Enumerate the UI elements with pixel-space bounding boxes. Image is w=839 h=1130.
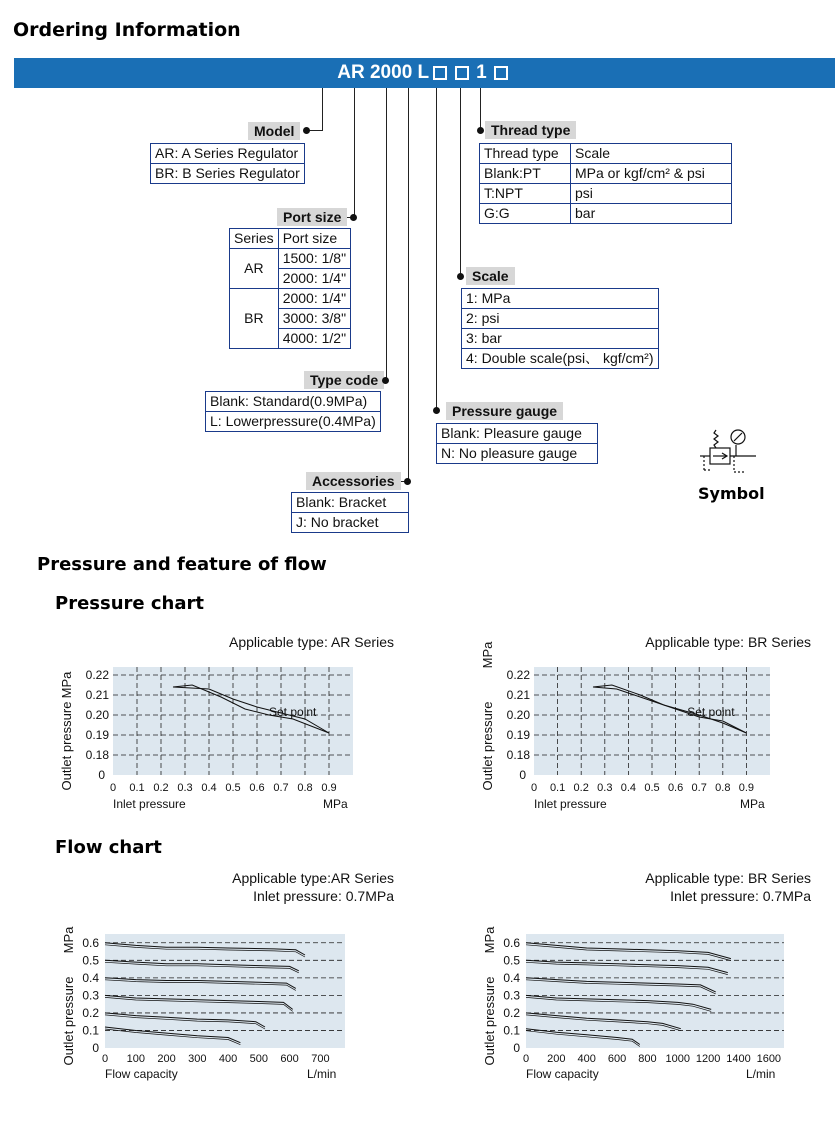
y-tick-label: 0 bbox=[92, 1041, 99, 1055]
x-tick-label: 400 bbox=[577, 1053, 596, 1065]
connector-dot bbox=[477, 127, 484, 134]
table-header: Series bbox=[230, 229, 279, 249]
table-cell: G:G bbox=[480, 204, 571, 224]
connector-line bbox=[408, 88, 409, 482]
table-cell: 3000: 3/8" bbox=[278, 309, 350, 329]
code-slot-box bbox=[455, 66, 469, 80]
code-slot-box bbox=[494, 66, 508, 80]
x-tick-label: 1000 bbox=[665, 1053, 691, 1065]
y-tick-label: 0.4 bbox=[503, 970, 520, 985]
table-cell: 4: Double scale(psi、 kgf/cm²) bbox=[462, 349, 659, 369]
chart-caption: Applicable type: BR Series bbox=[645, 634, 811, 650]
y-tick-label: 0.19 bbox=[506, 728, 530, 742]
x-tick-label: 0.1 bbox=[129, 782, 145, 794]
connector-dot bbox=[404, 478, 411, 485]
pressure-chart-ar bbox=[55, 655, 375, 820]
chart-caption: Applicable type: BR Series bbox=[645, 870, 811, 886]
x-tick-label: 700 bbox=[311, 1053, 330, 1065]
section-title: Pressure and feature of flow bbox=[37, 554, 327, 575]
table-cell: Blank: Bracket bbox=[292, 493, 409, 513]
x-tick-label: 300 bbox=[188, 1053, 207, 1065]
y-tick-label: 0.20 bbox=[85, 708, 109, 722]
accessories-table bbox=[291, 492, 409, 533]
x-axis-unit: MPa bbox=[323, 797, 348, 811]
model-code-mid: 1 bbox=[476, 62, 487, 83]
x-tick-label: 400 bbox=[218, 1053, 238, 1065]
x-axis-unit: MPa bbox=[740, 797, 765, 811]
y-tick-label: 0.22 bbox=[506, 668, 530, 682]
pressure-gauge-table bbox=[436, 423, 598, 464]
x-tick-label: 1600 bbox=[756, 1053, 782, 1065]
x-tick-label: 100 bbox=[126, 1053, 145, 1065]
set-point-annotation: Set point bbox=[687, 705, 735, 719]
y-tick-label: 0.22 bbox=[85, 668, 109, 682]
y-axis-label: Outlet pressure bbox=[61, 976, 76, 1066]
y-tick-label: 0.6 bbox=[82, 935, 99, 950]
x-tick-label: 600 bbox=[607, 1053, 627, 1065]
type-code-table bbox=[205, 391, 381, 432]
table-cell: T:NPT bbox=[480, 184, 571, 204]
model-code-banner bbox=[14, 58, 835, 88]
connector-dot bbox=[382, 377, 389, 384]
y-axis-unit: MPa bbox=[61, 926, 76, 954]
x-tick-label: 200 bbox=[547, 1053, 566, 1065]
table-cell: BR bbox=[230, 289, 279, 349]
type-code-label: Type code bbox=[304, 371, 384, 389]
x-tick-label: 0.4 bbox=[201, 782, 217, 794]
table-cell: bar bbox=[571, 204, 732, 224]
y-tick-label: 0.21 bbox=[506, 688, 530, 702]
chart-caption-inlet: Inlet pressure: 0.7MPa bbox=[670, 888, 811, 904]
x-tick-label: 0.1 bbox=[549, 782, 566, 794]
y-axis-label: Outlet pressure bbox=[482, 976, 497, 1066]
model-code-prefix: AR 2000 L bbox=[337, 62, 430, 83]
table-cell: L: Lowerpressure(0.4MPa) bbox=[206, 412, 381, 432]
y-tick-label: 0.5 bbox=[503, 953, 520, 968]
table-header: Scale bbox=[571, 144, 732, 164]
table-cell: Blank:PT bbox=[480, 164, 571, 184]
y-tick-label: 0 bbox=[519, 768, 526, 782]
regulator-symbol-icon bbox=[700, 426, 760, 478]
connector-line bbox=[386, 88, 387, 380]
connector-line bbox=[322, 88, 323, 131]
x-tick-label: 0 bbox=[530, 782, 538, 794]
table-cell: BR: B Series Regulator bbox=[151, 164, 305, 184]
connector-dot bbox=[303, 127, 310, 134]
y-axis-unit: MPa bbox=[59, 671, 74, 699]
y-axis-unit: MPa bbox=[480, 641, 495, 669]
symbol-caption: Symbol bbox=[698, 484, 765, 503]
model-table bbox=[150, 143, 305, 184]
table-cell: Blank: Pleasure gauge bbox=[437, 424, 598, 444]
y-axis-label: Outlet pressure bbox=[480, 701, 495, 791]
y-tick-label: 0.4 bbox=[82, 970, 99, 985]
x-tick-label: 0.6 bbox=[249, 782, 265, 794]
accessories-label: Accessories bbox=[306, 472, 401, 490]
plot-area bbox=[526, 934, 784, 1048]
pressure-chart-br bbox=[476, 640, 816, 820]
chart-caption: Applicable type: AR Series bbox=[229, 634, 394, 650]
set-point-annotation: Set point bbox=[269, 705, 317, 719]
pressure-gauge-label: Pressure gauge bbox=[446, 402, 563, 420]
connector-dot bbox=[457, 273, 464, 280]
x-tick-label: 0.9 bbox=[321, 782, 337, 794]
x-tick-label: 0.7 bbox=[691, 782, 707, 794]
x-tick-label: 0.3 bbox=[597, 782, 613, 794]
chart-caption-inlet: Inlet pressure: 0.7MPa bbox=[253, 888, 394, 904]
flow-chart-title: Flow chart bbox=[55, 837, 162, 858]
table-cell: 2: psi bbox=[462, 309, 659, 329]
x-tick-label: 0 bbox=[522, 1053, 530, 1065]
x-axis-label: Flow capacity bbox=[105, 1067, 178, 1081]
table-cell: N: No pleasure gauge bbox=[437, 444, 598, 464]
y-tick-label: 0.18 bbox=[85, 748, 109, 762]
x-tick-label: 800 bbox=[638, 1053, 657, 1065]
chart-caption: Applicable type:AR Series bbox=[232, 870, 394, 886]
y-tick-label: 0.19 bbox=[85, 728, 109, 742]
x-tick-label: 0.5 bbox=[225, 782, 241, 794]
y-axis-unit: MPa bbox=[482, 926, 497, 954]
x-tick-label: 0.3 bbox=[177, 782, 193, 794]
x-axis-label: Flow capacity bbox=[526, 1067, 599, 1081]
x-tick-label: 200 bbox=[157, 1053, 176, 1065]
x-tick-label: 0 bbox=[101, 1053, 109, 1065]
pressure-chart-title: Pressure chart bbox=[55, 593, 204, 614]
x-tick-label: 0.6 bbox=[667, 782, 684, 794]
x-tick-label: 0.9 bbox=[738, 782, 755, 794]
y-tick-label: 0.18 bbox=[506, 748, 530, 762]
x-tick-label: 0 bbox=[109, 782, 117, 794]
y-tick-label: 0.2 bbox=[82, 1005, 99, 1020]
y-tick-label: 0.1 bbox=[503, 1023, 520, 1038]
table-cell: 2000: 1/4" bbox=[278, 289, 350, 309]
y-tick-label: 0.3 bbox=[82, 988, 99, 1003]
x-tick-label: 500 bbox=[249, 1053, 269, 1065]
scale-table bbox=[461, 288, 659, 369]
connector-line bbox=[354, 88, 355, 218]
connector-line bbox=[436, 88, 437, 410]
table-cell: Blank: Standard(0.9MPa) bbox=[206, 392, 381, 412]
model-label: Model bbox=[248, 122, 300, 140]
connector-dot bbox=[433, 407, 440, 414]
table-header: Port size bbox=[278, 229, 350, 249]
y-tick-label: 0.6 bbox=[503, 935, 520, 950]
table-cell: 2000: 1/4" bbox=[278, 269, 350, 289]
port-size-table bbox=[229, 228, 351, 349]
page-title: Ordering Information bbox=[13, 19, 241, 41]
x-tick-label: 0.2 bbox=[153, 782, 169, 794]
x-tick-label: 0.5 bbox=[644, 782, 660, 794]
x-axis-unit: L/min bbox=[307, 1067, 337, 1081]
table-cell: 3: bar bbox=[462, 329, 659, 349]
code-slot-box bbox=[433, 66, 447, 80]
x-tick-label: 0.8 bbox=[297, 782, 313, 794]
table-cell: AR bbox=[230, 249, 279, 289]
table-cell: J: No bracket bbox=[292, 513, 409, 533]
connector-line bbox=[480, 88, 481, 130]
x-axis-label: Inlet pressure bbox=[113, 797, 186, 811]
y-tick-label: 0.20 bbox=[506, 708, 530, 722]
table-cell: 1: MPa bbox=[462, 289, 659, 309]
x-axis-label: Inlet pressure bbox=[534, 797, 607, 811]
connector-line bbox=[460, 88, 461, 276]
table-cell: 1500: 1/8" bbox=[278, 249, 350, 269]
x-tick-label: 1200 bbox=[695, 1053, 721, 1065]
x-tick-label: 1400 bbox=[726, 1053, 751, 1065]
connector-dot bbox=[350, 214, 357, 221]
port-size-label: Port size bbox=[277, 208, 347, 226]
flow-chart-br bbox=[476, 922, 816, 1087]
y-tick-label: 0.21 bbox=[85, 688, 109, 702]
table-cell: AR: A Series Regulator bbox=[151, 144, 305, 164]
x-tick-label: 0.4 bbox=[620, 782, 637, 794]
table-header: Thread type bbox=[480, 144, 571, 164]
x-tick-label: 0.8 bbox=[715, 782, 731, 794]
thread-type-label: Thread type bbox=[485, 121, 576, 139]
y-tick-label: 0 bbox=[98, 768, 105, 782]
y-tick-label: 0.1 bbox=[82, 1023, 99, 1038]
x-tick-label: 600 bbox=[280, 1053, 299, 1065]
thread-type-table bbox=[479, 143, 732, 224]
table-cell: MPa or kgf/cm² & psi bbox=[571, 164, 732, 184]
x-tick-label: 0.7 bbox=[273, 782, 289, 794]
y-tick-label: 0.3 bbox=[503, 988, 520, 1003]
y-tick-label: 0.5 bbox=[82, 953, 99, 968]
y-tick-label: 0.2 bbox=[503, 1005, 520, 1020]
table-cell: 4000: 1/2" bbox=[278, 329, 350, 349]
flow-chart-ar bbox=[55, 922, 375, 1087]
y-tick-label: 0 bbox=[513, 1041, 520, 1055]
x-tick-label: 0.2 bbox=[573, 782, 589, 794]
scale-label: Scale bbox=[466, 267, 515, 285]
x-axis-unit: L/min bbox=[746, 1067, 776, 1081]
table-cell: psi bbox=[571, 184, 732, 204]
y-axis-label: Outlet pressure bbox=[59, 701, 74, 791]
